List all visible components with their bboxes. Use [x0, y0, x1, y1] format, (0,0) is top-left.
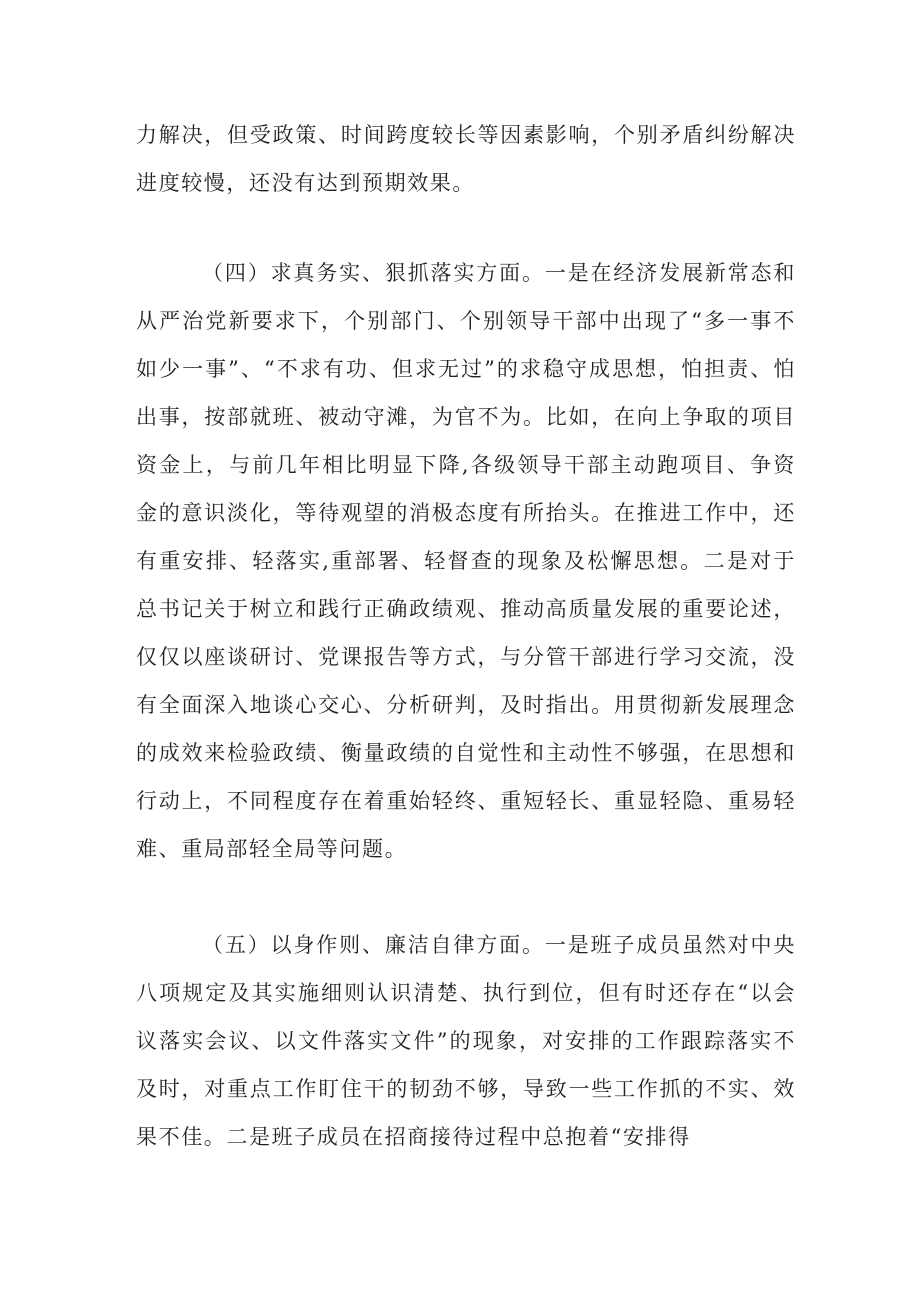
paragraph-section-four: （四）求真务实、狠抓落实方面。一是在经济发展新常态和从严治党新要求下，个别部门、个别领导干部中出现了“多一事不如少一事”、“不求有功、但求无过”的求稳守成思想，怕担责、怕出事，按部就班、被动守滩，为官不为。比如，在向上争取的项目资金上，与前几年相比明显下降,各级领导干部主动跑项目、争资金的意识淡化，等待观望的消极态度有所抬头。在推进工作中，还有重安排、轻落实,重部署、轻督查的现象及松懈思想。二是对于总书记关于树立和践行正确政绩观、推动高质量发展的重要论述，仅仅以座谈研讨、党课报告等方式，与分管干部进行学习交流，没有全面深入地谈心交心、分析研判，及时指出。用贯彻新发展理念的成效来检验政绩、衡量政绩的自觉性和主动性不够强，在思想和行动上，不同程度存在着重始轻终、重短轻长、重显轻隐、重易轻难、重局部轻全局等问题。: [136, 261, 796, 861]
paragraph-continuation: 力解决，但受政策、时间跨度较长等因素影响，个别矛盾纠纷解决进度较慢，还没有达到预期效果。: [136, 123, 796, 195]
paragraph-section-five: （五）以身作则、廉洁自律方面。一是班子成员虽然对中央八项规定及其实施细则认识清楚、执行到位，但有时还存在“以会议落实会议、以文件落实文件”的现象，对安排的工作跟踪落实不及时，对重点工作盯住干的韧劲不够，导致一些工作抓的不实、效果不佳。二是班子成员在招商接待过程中总抱着“安排得: [136, 933, 796, 1149]
